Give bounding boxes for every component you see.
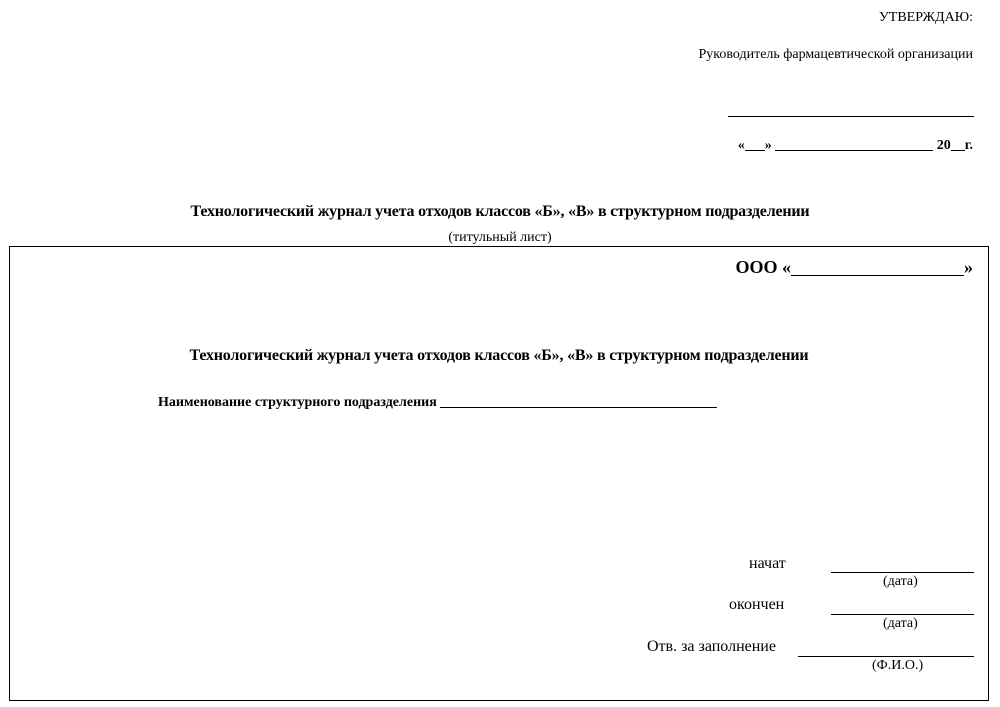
month-blank bbox=[775, 136, 933, 151]
department-blank bbox=[440, 393, 717, 408]
org-suffix: » bbox=[964, 257, 973, 277]
year-suffix: г. bbox=[964, 138, 973, 153]
responsible-name-line bbox=[798, 656, 974, 657]
finished-date-line bbox=[831, 614, 974, 615]
title-page-frame bbox=[9, 246, 989, 701]
date-open-quote: « bbox=[737, 138, 745, 153]
department-row bbox=[158, 393, 717, 411]
approval-position: Руководитель фармацевтической организации bbox=[698, 47, 973, 62]
responsible-name-hint: (Ф.И.О.) bbox=[872, 658, 924, 673]
year-blank bbox=[951, 136, 965, 151]
year-prefix: 20 bbox=[936, 138, 951, 153]
started-label: начат bbox=[749, 555, 786, 572]
started-date-hint: (дата) bbox=[883, 574, 918, 589]
signature-line bbox=[728, 116, 974, 117]
document-title: Технологический журнал учета отходов классов «Б», «В» в структурном подразделении bbox=[190, 203, 810, 220]
journal-title: Технологический журнал учета отходов классов «Б», «В» в структурном подразделении bbox=[189, 347, 809, 364]
responsible-label: Отв. за заполнение bbox=[647, 638, 776, 655]
department-label: Наименование структурного подразделения bbox=[158, 395, 437, 410]
approval-date bbox=[738, 136, 973, 154]
approval-heading: УТВЕРЖДАЮ: bbox=[878, 10, 973, 25]
organization-name bbox=[735, 257, 973, 278]
document-subtitle: (титульный лист) bbox=[448, 230, 552, 245]
finished-date-hint: (дата) bbox=[883, 616, 918, 631]
org-name-blank bbox=[791, 257, 964, 276]
org-prefix: ООО « bbox=[735, 257, 791, 277]
day-blank bbox=[745, 136, 765, 151]
finished-label: окончен bbox=[729, 596, 785, 613]
started-date-line bbox=[831, 572, 974, 573]
date-close-quote: » bbox=[764, 138, 772, 153]
